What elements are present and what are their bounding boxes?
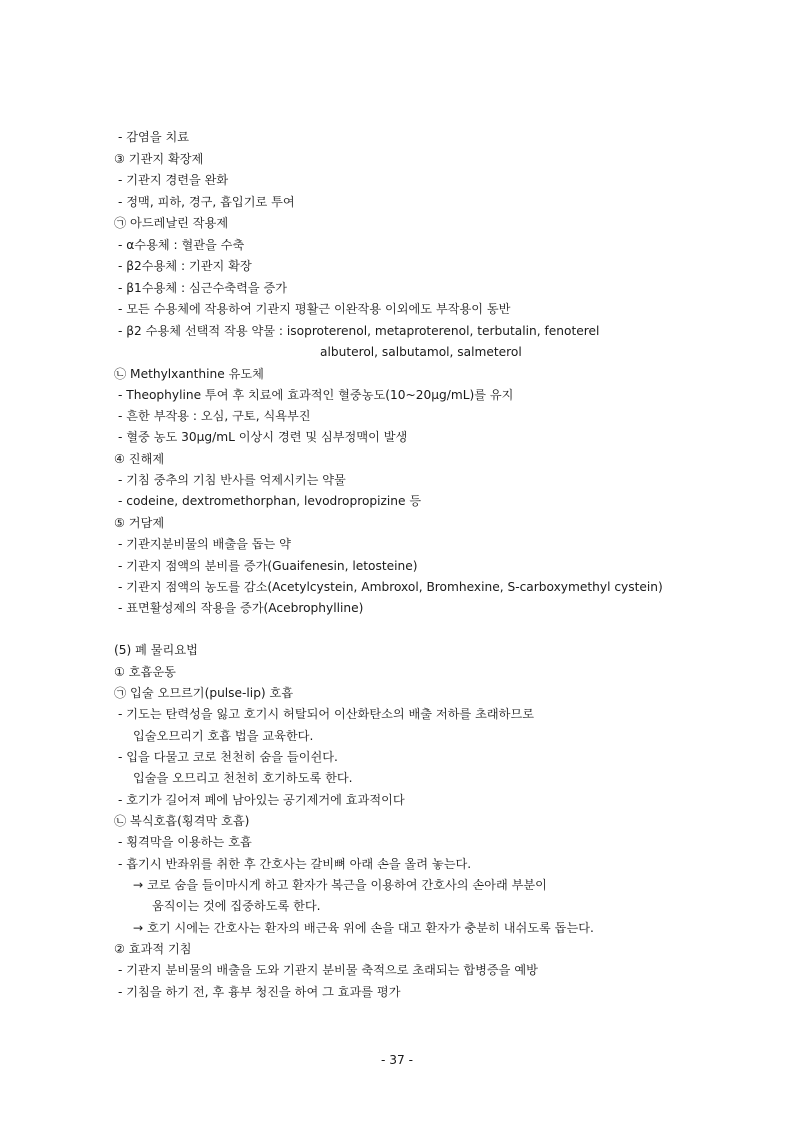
section-heading: ② 효과적 기침: [114, 942, 192, 956]
text-line: - 입을 다물고 코로 천천히 숨을 들이쉰다.: [118, 750, 338, 764]
subsection-heading: ㉡ 복식호흡(횡격막 호흡): [114, 814, 250, 828]
text-line-continuation: 입술오므리기 호흡 법을 교육한다.: [133, 729, 314, 743]
text-line: - β1수용체 : 심근수축력을 증가: [118, 281, 288, 295]
text-line: - 흡기시 반좌위를 취한 후 간호사는 갈비뼈 아래 손을 올려 놓는다.: [118, 857, 472, 871]
text-line: - 정맥, 피하, 경구, 흡입기로 투여: [118, 195, 295, 209]
text-line: - 모든 수용체에 작용하여 기관지 평활근 이완작용 이외에도 부작용이 동반: [118, 302, 511, 316]
text-line: - 혈중 농도 30μg/mL 이상시 경련 및 심부정맥이 발생: [118, 430, 408, 444]
text-line-continuation: 입술을 오므리고 천천히 호기하도록 한다.: [133, 771, 353, 785]
text-line: - 표면활성제의 작용을 증가(Acebrophylline): [118, 601, 364, 615]
text-line: - β2수용체 : 기관지 확장: [118, 259, 252, 273]
subsection-heading: ㉠ 아드레날린 작용제: [114, 216, 229, 230]
section-heading: ③ 기관지 확장제: [114, 152, 204, 166]
section-heading: ④ 진해제: [114, 452, 165, 466]
text-line: - 기관지 점액의 분비를 증가(Guaifenesin, letosteine): [118, 559, 418, 573]
text-line-continuation: 움직이는 것에 집중하도록 한다.: [152, 899, 321, 913]
section-heading: ⑤ 거담제: [114, 516, 165, 530]
text-line: - 기도는 탄력성을 잃고 호기시 허탈되어 이산화탄소의 배출 저하를 초래하므로: [118, 707, 535, 721]
text-line: - 기침을 하기 전, 후 흉부 청진을 하여 그 효과를 평가: [118, 985, 401, 999]
text-line: - 기관지 점액의 농도를 감소(Acetylcystein, Ambroxol, Bromhexine, S-carboxymethyl cystein): [118, 580, 663, 594]
text-line: - 기관지 분비물의 배출을 도와 기관지 분비물 축적으로 초래되는 합병증을 예방: [118, 963, 538, 977]
text-line: - Theophyline 투여 후 치료에 효과적인 혈중농도(10~20μg/mL)를 유지: [118, 388, 514, 402]
chapter-heading: (5) 폐 물리요법: [114, 643, 198, 657]
subsection-heading: ㉡ Methylxanthine 유도체: [114, 367, 264, 381]
text-line: - 횡격막을 이용하는 호흡: [118, 835, 252, 849]
page-number: - 37 -: [380, 1053, 414, 1067]
text-line: - α수용체 : 혈관을 수축: [118, 238, 245, 252]
subsection-heading: ㉠ 입술 오므르기(pulse-lip) 호흡: [114, 686, 294, 700]
text-line: - 기관지 경련을 완화: [118, 173, 229, 187]
text-line: - 흔한 부작용 : 오심, 구토, 식욕부진: [118, 409, 311, 423]
arrow-line: → 코로 숨을 들이마시게 하고 환자가 복근을 이용하여 간호사의 손아래 부분이: [133, 878, 547, 892]
text-line: - 호기가 길어져 폐에 남아있는 공기제거에 효과적이다: [118, 793, 405, 807]
text-line: - codeine, dextromethorphan, levodropropizine 등: [118, 494, 422, 508]
text-line: - β2 수용체 선택적 작용 약물 : isoproterenol, metaproterenol, terbutalin, fenoterel: [118, 324, 600, 338]
section-heading: ① 호흡운동: [114, 665, 176, 679]
arrow-line: → 호기 시에는 간호사는 환자의 배근육 위에 손을 대고 환자가 충분히 내쉬도록 돕는다.: [133, 921, 594, 935]
text-line: - 기관지분비물의 배출을 돕는 약: [118, 537, 291, 551]
text-line: - 기침 중추의 기침 반사를 억제시키는 약물: [118, 473, 346, 487]
text-line-continuation: albuterol, salbutamol, salmeterol: [320, 345, 522, 359]
text-line: - 감염을 치료: [118, 130, 190, 144]
